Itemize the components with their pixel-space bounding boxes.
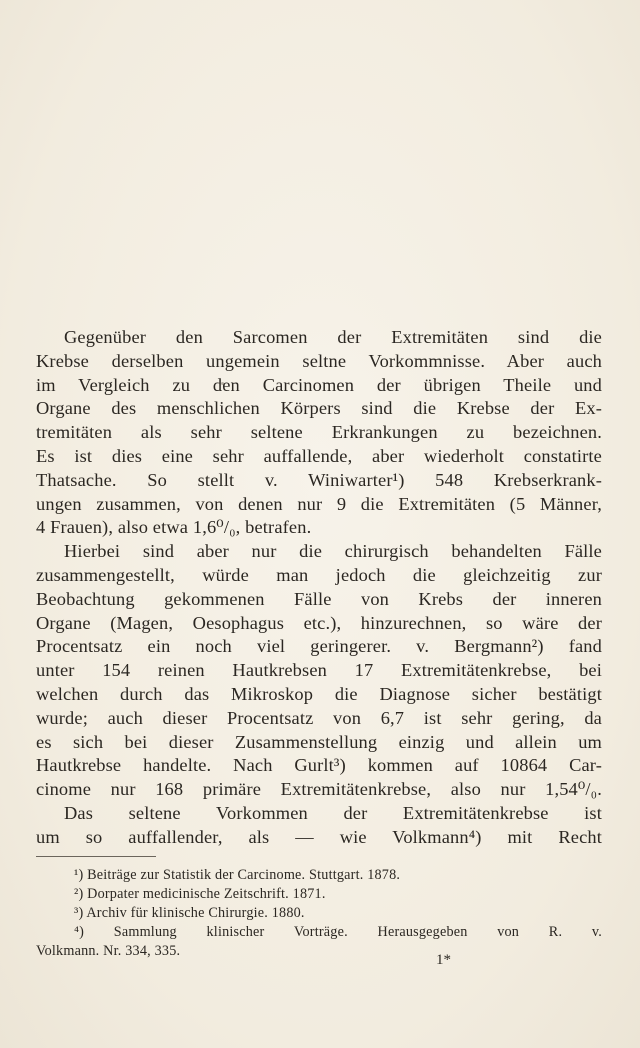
footnote-rule: [36, 856, 156, 857]
body-line: Thatsache. So stellt v. Winiwarter¹) 548 Krebserkrank-: [36, 469, 602, 490]
body-line: cinome nur 168 primäre Extremitätenkrebse, also nur 1,54⁰/₀.: [36, 779, 602, 800]
body-line: wurde; auch dieser Procentsatz von 6,7 ist sehr gering, da: [36, 707, 602, 728]
body-line: Beobachtung gekommenen Fälle von Krebs der inneren: [36, 588, 602, 609]
signature-mark: 1*: [436, 952, 451, 968]
body-line: Es ist dies eine sehr auffallende, aber wiederholt constatirte: [36, 445, 602, 466]
body-line: im Vergleich zu den Carcinomen der übrigen Theile und: [36, 374, 602, 395]
body-line: ungen zusammen, von denen nur 9 die Extremitäten (5 Männer,: [36, 493, 602, 514]
body-text: [36, 326, 602, 850]
body-line: welchen durch das Mikroskop die Diagnose sicher bestätigt: [36, 683, 602, 704]
body-line: Krebse derselben ungemein seltne Vorkommnisse. Aber auch: [36, 350, 602, 371]
body-line: um so auffallender, als — wie Volkmann⁴) mit Recht: [36, 826, 602, 847]
footnotes: [36, 866, 602, 961]
body-line: Gegenüber den Sarcomen der Extremitäten sind die: [64, 327, 602, 347]
footnote: ⁴) Sammlung klinischer Vorträge. Herausgegeben von R. v.: [74, 924, 602, 940]
body-line: zusammengestellt, würde man jedoch die gleichzeitig zur: [36, 564, 602, 585]
body-line: 4 Frauen), also etwa 1,6⁰/₀, betrafen.: [36, 517, 312, 538]
body-line: Organe des menschlichen Körpers sind die Krebse der Ex-: [36, 398, 602, 419]
body-line: Organe (Magen, Oesophagus etc.), hinzurechnen, so wäre der: [36, 612, 602, 633]
body-line: unter 154 reinen Hautkrebsen 17 Extremitätenkrebse, bei: [36, 660, 602, 681]
footnote: ¹) Beiträge zur Statistik der Carcinome. Stuttgart. 1878.: [74, 867, 401, 883]
footnote-continuation: Volkmann. Nr. 334, 335.: [36, 943, 181, 959]
footnote: ²) Dorpater medicinische Zeitschrift. 1871.: [74, 886, 326, 902]
body-line: es sich bei dieser Zusammenstellung einzig und allein um: [36, 731, 602, 752]
body-line: Hautkrebse handelte. Nach Gurlt³) kommen auf 10864 Car-: [36, 755, 602, 776]
body-line: tremitäten als sehr seltene Erkrankungen zu bezeichnen.: [36, 422, 602, 443]
body-line: Procentsatz ein noch viel geringerer. v. Bergmann²) fand: [36, 636, 602, 657]
footnote: ³) Archiv für klinische Chirurgie. 1880.: [74, 905, 305, 921]
body-line: Hierbei sind aber nur die chirurgisch behandelten Fälle: [64, 541, 602, 562]
body-line: Das seltene Vorkommen der Extremitätenkrebse ist: [64, 802, 602, 823]
